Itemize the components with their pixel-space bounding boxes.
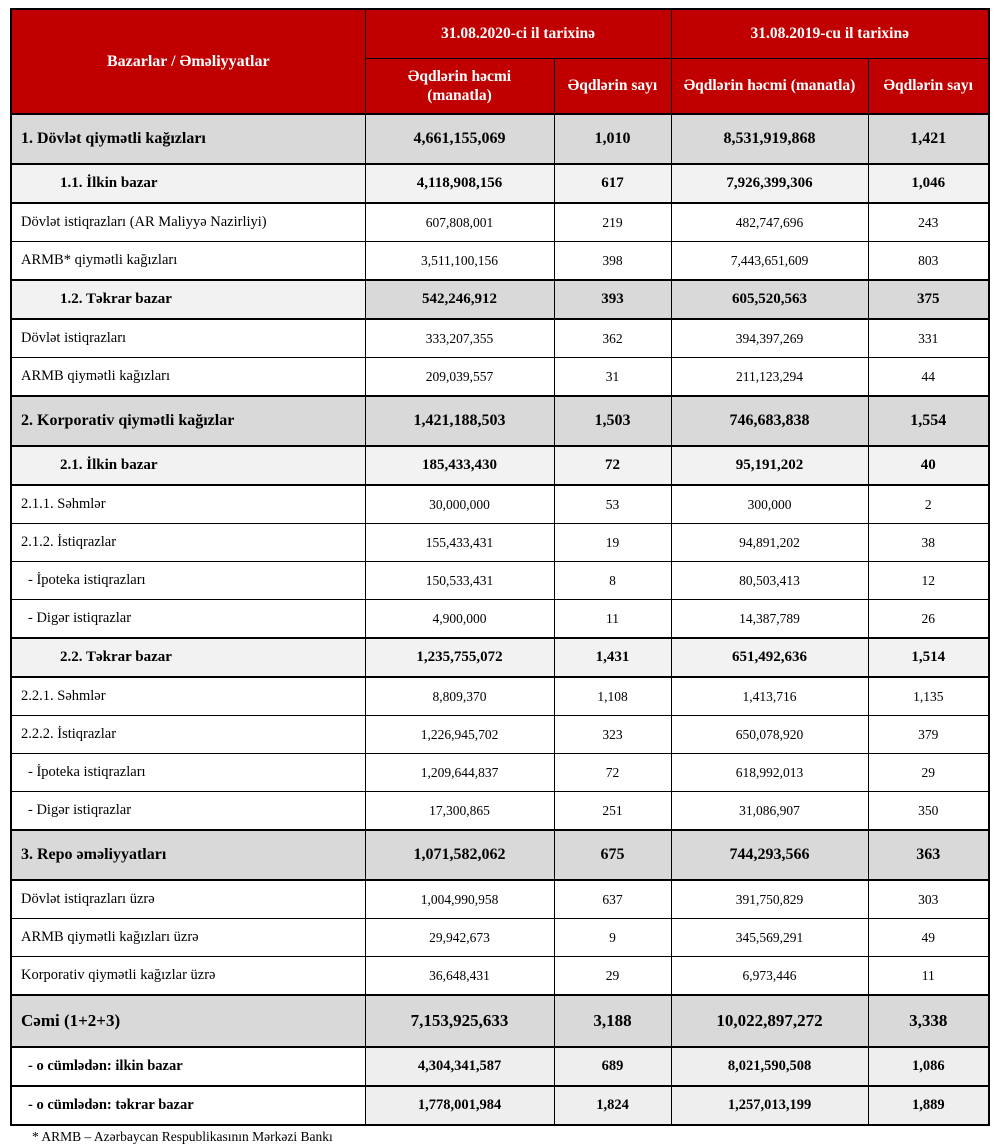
count-2019-cell: 29 <box>868 754 989 792</box>
count-2020-cell: 398 <box>554 242 671 281</box>
table-row <box>11 446 989 485</box>
row-label-cell: 2.1.2. İstiqrazlar <box>11 524 365 562</box>
count-2019-cell: 375 <box>868 280 989 319</box>
table-row <box>11 242 989 281</box>
volume-2019-cell: 618,992,013 <box>671 754 868 792</box>
volume-2019-cell: 746,683,838 <box>671 396 868 446</box>
volume-2019-cell: 391,750,829 <box>671 880 868 919</box>
table-row <box>11 792 989 831</box>
volume-2019-header: Əqdlərin həcmi (manatla) <box>671 59 868 115</box>
volume-2020-cell: 1,235,755,072 <box>365 638 554 677</box>
row-label-cell: Dövlət istiqrazları <box>11 319 365 358</box>
table-row <box>11 919 989 957</box>
volume-2020-header: Əqdlərin həcmi (manatla) <box>365 59 554 115</box>
row-label-cell: 2.2.1. Səhmlər <box>11 677 365 716</box>
volume-2020-cell: 1,004,990,958 <box>365 880 554 919</box>
table-row <box>11 396 989 446</box>
volume-2020-cell: 30,000,000 <box>365 485 554 524</box>
volume-2019-cell: 651,492,636 <box>671 638 868 677</box>
count-2020-cell: 72 <box>554 754 671 792</box>
count-2019-cell: 11 <box>868 957 989 996</box>
count-2019-cell: 1,514 <box>868 638 989 677</box>
header-row-dates <box>11 9 989 59</box>
row-label-cell: 1.1. İlkin bazar <box>11 164 365 203</box>
row-label-cell: 2. Korporativ qiymətli kağızlar <box>11 396 365 446</box>
count-2019-cell: 1,421 <box>868 114 989 164</box>
row-label-cell: Dövlət istiqrazları (AR Maliyyə Nazirliyi) <box>11 203 365 242</box>
count-2020-cell: 3,188 <box>554 995 671 1047</box>
volume-2019-cell: 7,926,399,306 <box>671 164 868 203</box>
markets-operations-header: Bazarlar / Əməliyyatlar <box>11 9 365 114</box>
volume-2019-cell: 6,973,446 <box>671 957 868 996</box>
row-label-cell: - İpoteka istiqrazları <box>11 562 365 600</box>
volume-2020-cell: 150,533,431 <box>365 562 554 600</box>
count-2020-cell: 31 <box>554 358 671 397</box>
count-2020-cell: 1,431 <box>554 638 671 677</box>
count-2020-cell: 1,108 <box>554 677 671 716</box>
count-2019-cell: 2 <box>868 485 989 524</box>
count-2020-cell: 19 <box>554 524 671 562</box>
count-2019-cell: 12 <box>868 562 989 600</box>
count-2019-cell: 303 <box>868 880 989 919</box>
table-row <box>11 638 989 677</box>
volume-2019-cell: 95,191,202 <box>671 446 868 485</box>
armb-footnote: * ARMB – Azərbaycan Respublikasının Mərkəzi Bankı <box>32 1129 333 1144</box>
table-body <box>11 114 989 1125</box>
volume-2020-cell: 1,071,582,062 <box>365 830 554 880</box>
volume-2019-cell: 300,000 <box>671 485 868 524</box>
count-2019-cell: 40 <box>868 446 989 485</box>
count-2020-cell: 8 <box>554 562 671 600</box>
row-label-cell: 2.1.1. Səhmlər <box>11 485 365 524</box>
table-row <box>11 203 989 242</box>
table-row <box>11 524 989 562</box>
count-2019-cell: 49 <box>868 919 989 957</box>
row-label-cell: ARMB qiymətli kağızları üzrə <box>11 919 365 957</box>
volume-2019-cell: 8,021,590,508 <box>671 1047 868 1086</box>
count-2019-cell: 1,046 <box>868 164 989 203</box>
table-row <box>11 716 989 754</box>
count-2019-header: Əqdlərin sayı <box>868 59 989 115</box>
table-row <box>11 830 989 880</box>
count-2019-cell: 331 <box>868 319 989 358</box>
count-2020-cell: 9 <box>554 919 671 957</box>
row-label-cell: Cəmi (1+2+3) <box>11 995 365 1047</box>
count-2020-cell: 219 <box>554 203 671 242</box>
securities-market-table <box>10 8 990 1126</box>
volume-2019-cell: 80,503,413 <box>671 562 868 600</box>
row-label-cell: Korporativ qiymətli kağızlar üzrə <box>11 957 365 996</box>
volume-2020-cell: 542,246,912 <box>365 280 554 319</box>
row-label-cell: ARMB* qiymətli kağızları <box>11 242 365 281</box>
count-2020-cell: 689 <box>554 1047 671 1086</box>
row-label-cell: ARMB qiymətli kağızları <box>11 358 365 397</box>
volume-2019-cell: 650,078,920 <box>671 716 868 754</box>
volume-2020-cell: 1,421,188,503 <box>365 396 554 446</box>
table-row <box>11 562 989 600</box>
count-2020-cell: 675 <box>554 830 671 880</box>
date-2020-header: 31.08.2020-ci il tarixinə <box>365 9 671 59</box>
volume-2020-cell: 155,433,431 <box>365 524 554 562</box>
volume-2019-cell: 7,443,651,609 <box>671 242 868 281</box>
volume-2020-cell: 17,300,865 <box>365 792 554 831</box>
row-label-cell: 3. Repo əməliyyatları <box>11 830 365 880</box>
volume-2020-cell: 4,661,155,069 <box>365 114 554 164</box>
volume-2019-cell: 605,520,563 <box>671 280 868 319</box>
row-label-cell: 1.2. Təkrar bazar <box>11 280 365 319</box>
count-2019-cell: 26 <box>868 600 989 639</box>
row-label-cell: - o cümlədən: ilkin bazar <box>11 1047 365 1086</box>
table-row <box>11 280 989 319</box>
table-row <box>11 957 989 996</box>
volume-2020-cell: 333,207,355 <box>365 319 554 358</box>
volume-2020-cell: 8,809,370 <box>365 677 554 716</box>
count-2019-cell: 38 <box>868 524 989 562</box>
count-2020-cell: 1,824 <box>554 1086 671 1125</box>
count-2019-cell: 1,135 <box>868 677 989 716</box>
table-row <box>11 677 989 716</box>
volume-2019-cell: 345,569,291 <box>671 919 868 957</box>
count-2020-cell: 362 <box>554 319 671 358</box>
table-row <box>11 164 989 203</box>
count-2020-cell: 251 <box>554 792 671 831</box>
volume-2019-cell: 482,747,696 <box>671 203 868 242</box>
volume-2019-cell: 14,387,789 <box>671 600 868 639</box>
count-2020-cell: 617 <box>554 164 671 203</box>
table-row <box>11 114 989 164</box>
count-2019-cell: 363 <box>868 830 989 880</box>
count-2020-cell: 1,010 <box>554 114 671 164</box>
count-2019-cell: 3,338 <box>868 995 989 1047</box>
table-row <box>11 1086 989 1125</box>
table-row <box>11 1047 989 1086</box>
count-2019-cell: 803 <box>868 242 989 281</box>
volume-2020-cell: 607,808,001 <box>365 203 554 242</box>
count-2019-cell: 1,086 <box>868 1047 989 1086</box>
row-label-cell: Dövlət istiqrazları üzrə <box>11 880 365 919</box>
table-row <box>11 485 989 524</box>
row-label-cell: - Digər istiqrazlar <box>11 600 365 639</box>
count-2019-cell: 44 <box>868 358 989 397</box>
count-2020-cell: 29 <box>554 957 671 996</box>
date-2019-header: 31.08.2019-cu il tarixinə <box>671 9 989 59</box>
volume-2019-cell: 394,397,269 <box>671 319 868 358</box>
count-2020-cell: 323 <box>554 716 671 754</box>
volume-2019-cell: 94,891,202 <box>671 524 868 562</box>
row-label-cell: 2.2. Təkrar bazar <box>11 638 365 677</box>
count-2019-cell: 1,554 <box>868 396 989 446</box>
count-2020-cell: 393 <box>554 280 671 319</box>
volume-2020-cell: 7,153,925,633 <box>365 995 554 1047</box>
volume-2019-cell: 744,293,566 <box>671 830 868 880</box>
volume-2020-cell: 1,778,001,984 <box>365 1086 554 1125</box>
volume-2019-cell: 211,123,294 <box>671 358 868 397</box>
table-row <box>11 600 989 639</box>
count-2019-cell: 350 <box>868 792 989 831</box>
table-row <box>11 358 989 397</box>
row-label-cell: - Digər istiqrazlar <box>11 792 365 831</box>
volume-2020-cell: 29,942,673 <box>365 919 554 957</box>
count-2019-cell: 1,889 <box>868 1086 989 1125</box>
volume-2019-cell: 1,413,716 <box>671 677 868 716</box>
count-2019-cell: 243 <box>868 203 989 242</box>
volume-2019-cell: 31,086,907 <box>671 792 868 831</box>
count-2020-header: Əqdlərin sayı <box>554 59 671 115</box>
row-label-cell: - o cümlədən: təkrar bazar <box>11 1086 365 1125</box>
row-label-cell: 2.2.2. İstiqrazlar <box>11 716 365 754</box>
count-2020-cell: 53 <box>554 485 671 524</box>
table-row <box>11 754 989 792</box>
volume-2020-cell: 185,433,430 <box>365 446 554 485</box>
volume-2020-cell: 4,118,908,156 <box>365 164 554 203</box>
volume-2020-cell: 1,226,945,702 <box>365 716 554 754</box>
count-2020-cell: 72 <box>554 446 671 485</box>
volume-2020-cell: 4,304,341,587 <box>365 1047 554 1086</box>
volume-2020-cell: 1,209,644,837 <box>365 754 554 792</box>
count-2020-cell: 11 <box>554 600 671 639</box>
row-label-cell: 2.1. İlkin bazar <box>11 446 365 485</box>
volume-2019-cell: 10,022,897,272 <box>671 995 868 1047</box>
row-label-cell: 1. Dövlət qiymətli kağızları <box>11 114 365 164</box>
table-row <box>11 995 989 1047</box>
volume-2020-cell: 36,648,431 <box>365 957 554 996</box>
count-2019-cell: 379 <box>868 716 989 754</box>
volume-2019-cell: 8,531,919,868 <box>671 114 868 164</box>
volume-2020-cell: 3,511,100,156 <box>365 242 554 281</box>
table-row <box>11 319 989 358</box>
table-row <box>11 880 989 919</box>
row-label-cell: - İpoteka istiqrazları <box>11 754 365 792</box>
count-2020-cell: 1,503 <box>554 396 671 446</box>
volume-2019-cell: 1,257,013,199 <box>671 1086 868 1125</box>
count-2020-cell: 637 <box>554 880 671 919</box>
report-page <box>0 8 1000 1144</box>
volume-2020-cell: 209,039,557 <box>365 358 554 397</box>
volume-2020-cell: 4,900,000 <box>365 600 554 639</box>
